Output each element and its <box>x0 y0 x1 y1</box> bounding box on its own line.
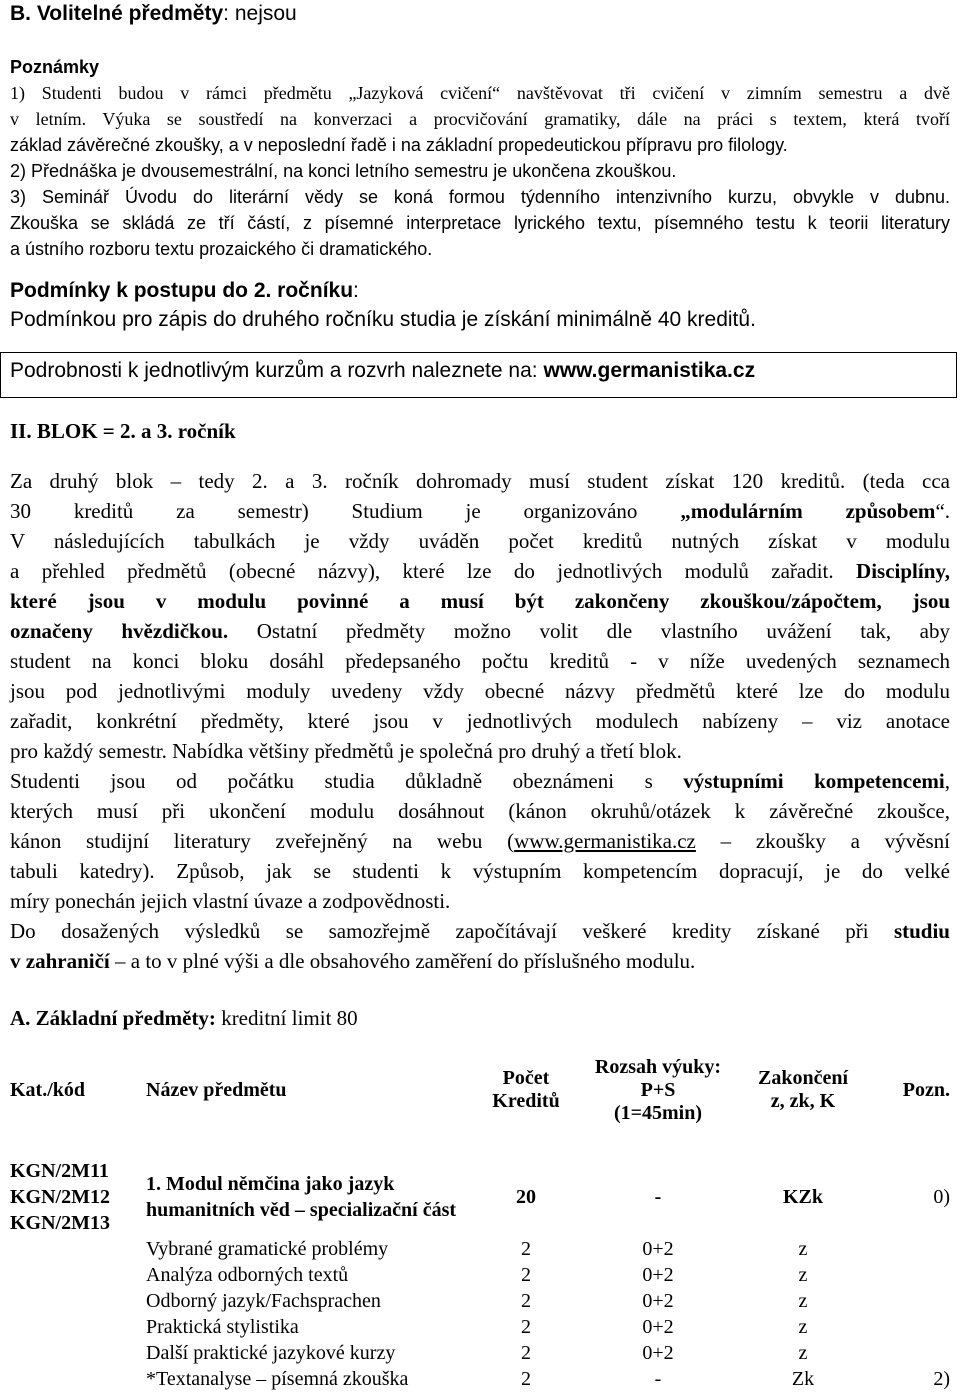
cell-rozsah: 0+2 <box>642 1237 674 1260</box>
cell-kredity: 2 <box>521 1237 531 1260</box>
courses-table <box>10 1048 950 1392</box>
section-b-rest: : nejsou <box>223 2 297 25</box>
table-row <box>10 1262 950 1288</box>
body-line-17: v zahraničí – a to v plné výši a dle obsahového zaměření do příslušného modulu. <box>10 949 696 973</box>
body-line-9: zařadit, konkrétní předměty, které jsou v jednotlivých modulech nabízeny – viz anotace <box>10 709 950 733</box>
table-row <box>10 1236 950 1262</box>
module-codes: KGN/2M11 KGN/2M12 KGN/2M13 <box>10 1160 110 1234</box>
blok-heading: II. BLOK = 2. a 3. ročník <box>10 419 236 443</box>
note-3-line-3: a ústního rozboru textu prozaického či dramatického. <box>10 239 433 259</box>
section-a-rest: kreditní limit 80 <box>215 1006 358 1030</box>
cell-pozn <box>878 1340 950 1366</box>
body-line-15: míry ponechán jejich vlastní úvaze a zodpovědnosti. <box>10 889 451 913</box>
cell-kredity: 2 <box>521 1315 531 1338</box>
cell-rozsah: 0+2 <box>642 1341 674 1364</box>
body-line-13: kánon studijní literatury zveřejněný na webu (www.germanistika.cz – zkoušky a vývěsní <box>10 829 950 853</box>
module-row <box>10 1158 950 1236</box>
body-line-12: kterých musí při ukončení modulu dosáhnout (kánon okruhů/otázek k závěrečné zkoušce, <box>10 799 950 823</box>
note-2: 2) Přednáška je dvousemestrální, na konci letního semestru je ukončena zkouškou. <box>10 161 677 181</box>
cell-kredity: 2 <box>521 1341 531 1364</box>
cell-kredity: 2 <box>521 1263 531 1286</box>
details-text: Podrobnosti k jednotlivým kurzům a rozvrh naleznete na: <box>10 359 544 382</box>
cell-nazev: Analýza odborných textů <box>146 1263 349 1286</box>
cell-zakonceni: z <box>798 1263 808 1286</box>
section-a-title: A. Základní předměty: <box>10 1006 216 1030</box>
cell-zakonceni: z <box>798 1237 808 1260</box>
conditions-heading-text: Podmínky k postupu do 2. ročníku <box>10 279 354 302</box>
germanistika-link[interactable]: www.germanistika.cz <box>514 829 696 853</box>
section-a-heading <box>10 1006 358 1031</box>
cell-pozn: 2) <box>933 1367 950 1390</box>
body-line-4: a přehled předmětů (obecné názvy), které lze do jednotlivých modulů zařadit. Disciplíny, <box>10 559 950 583</box>
note-3-line-2: Zkouška se skládá ze tří částí, z písemné interpretace lyrického textu, písemného testu k teorii literatury <box>10 213 950 233</box>
body-line-10: pro každý semestr. Nabídka většiny předmětů je společná pro druhý a třetí blok. <box>10 739 682 763</box>
cell-kod <box>10 1288 146 1314</box>
cell-zakonceni: z <box>798 1341 808 1364</box>
cell-nazev: Další praktické jazykové kurzy <box>146 1341 396 1364</box>
cell-rozsah: 0+2 <box>642 1289 674 1312</box>
cell-nazev: Odborný jazyk/Fachsprachen <box>146 1289 381 1312</box>
note-1-line-1: 1) Studenti budou v rámci předmětu „Jazyková cvičení“ navštěvovat tři cvičení v zimním semestru a dvě <box>10 83 950 103</box>
cell-kredity: 2 <box>521 1289 531 1312</box>
table-row <box>10 1314 950 1340</box>
blok-body <box>10 466 950 976</box>
cell-kod <box>10 1340 146 1366</box>
module-pozn: 0) <box>933 1185 950 1208</box>
cell-kod <box>10 1366 146 1392</box>
header-rozsah: Rozsah výuky: P+S (1=45min) <box>594 1055 722 1124</box>
table-header-row <box>10 1048 950 1132</box>
header-kredity: Počet Kreditů <box>492 1067 560 1112</box>
module-kredity: 20 <box>516 1185 536 1208</box>
cell-kod <box>10 1236 146 1262</box>
header-pozn: Pozn. <box>902 1078 950 1101</box>
body-line-7: student na konci bloku dosáhl předepsaného počtu kreditů - v níže uvedených seznamech <box>10 649 950 673</box>
section-b-heading <box>10 2 297 26</box>
body-line-1: Za druhý blok – tedy 2. a 3. ročník dohromady musí student získat 120 kreditů. (teda cca <box>10 469 950 493</box>
details-box <box>0 352 957 398</box>
cell-rozsah: 0+2 <box>642 1315 674 1338</box>
body-line-6: označeny hvězdičkou. Ostatní předměty možno volit dle vlastního uvážení tak, aby <box>10 619 950 643</box>
body-line-11: Studenti jsou od počátku studia důkladně obeznámeni s výstupními kompetencemi, <box>10 769 950 793</box>
note-3-line-1: 3) Seminář Úvodu do literární vědy se koná formou týdenního intenzivního kurzu, obvykle v dubnu. <box>10 187 950 207</box>
section-b-title: B. Volitelné předměty <box>10 2 224 25</box>
cell-kod <box>10 1314 146 1340</box>
note-1-line-3: základ závěrečné zkoušky, a v neposlední řadě i na základní propedeutickou přípravu pro filology. <box>10 135 788 155</box>
module-rozsah: - <box>654 1185 662 1208</box>
cell-kredity: 2 <box>521 1367 531 1390</box>
notes-heading: Poznámky <box>10 57 100 77</box>
cell-nazev: *Textanalyse – písemná zkouška <box>146 1367 409 1390</box>
cell-pozn <box>878 1288 950 1314</box>
header-zakonceni: Zakončení z, zk, K <box>757 1067 849 1112</box>
body-line-5: které jsou v modulu povinné a musí být zakončeny zkouškou/zápočtem, jsou <box>10 589 950 613</box>
body-line-14: tabuli katedry). Způsob, jak se studenti k výstupním kompetencím dopracují, je do velké <box>10 859 950 883</box>
cell-zakonceni: z <box>798 1315 808 1338</box>
conditions-text: Podmínkou pro zápis do druhého ročníku studia je získání minimálně 40 kreditů. <box>10 308 756 331</box>
body-line-8: jsou pod jednotlivými moduly uvedeny vždy obecné názvy předmětů které lze do modulu <box>10 679 950 703</box>
note-1-line-2: v letním. Výuka se soustředí na konverzaci a procvičování gramatiky, dále na práci s textem, která tvoří <box>10 109 950 129</box>
cell-zakonceni: z <box>798 1289 808 1312</box>
cell-pozn <box>878 1314 950 1340</box>
header-nazev: Název předmětu <box>146 1078 287 1101</box>
cell-pozn <box>878 1262 950 1288</box>
table-row <box>10 1288 950 1314</box>
body-line-3: V následujících tabulkách je vždy uváděn počet kreditů nutných získat v modulu <box>10 529 950 553</box>
cell-nazev: Praktická stylistika <box>146 1315 299 1338</box>
table-row <box>10 1340 950 1366</box>
details-url[interactable]: www.germanistika.cz <box>543 359 756 382</box>
cell-zakonceni: Zk <box>791 1367 815 1390</box>
cell-rozsah: 0+2 <box>642 1263 674 1286</box>
conditions-heading-colon: : <box>353 279 359 302</box>
cell-pozn <box>878 1236 950 1262</box>
modular-emphasis: „modulárním způsobem <box>680 499 936 523</box>
notes-block <box>10 54 950 262</box>
body-line-2: 30 kreditů za semestr) Studium je organizováno „modulárním způsobem“. <box>10 499 951 523</box>
header-kod: Kat./kód <box>10 1078 86 1101</box>
cell-kod <box>10 1262 146 1288</box>
competences-emphasis: výstupními kompetencemi <box>683 769 945 793</box>
module-zakonceni: KZk <box>782 1185 824 1208</box>
cell-nazev: Vybrané gramatické problémy <box>146 1237 389 1260</box>
table-row <box>10 1366 950 1392</box>
body-line-16: Do dosažených výsledků se samozřejmě započítávají veškeré kredity získané při studiu <box>10 919 950 943</box>
module-name: 1. Modul němčina jako jazyk humanitních věd – specializační část <box>146 1173 457 1221</box>
conditions-heading <box>10 279 359 303</box>
cell-rozsah: - <box>654 1367 662 1390</box>
